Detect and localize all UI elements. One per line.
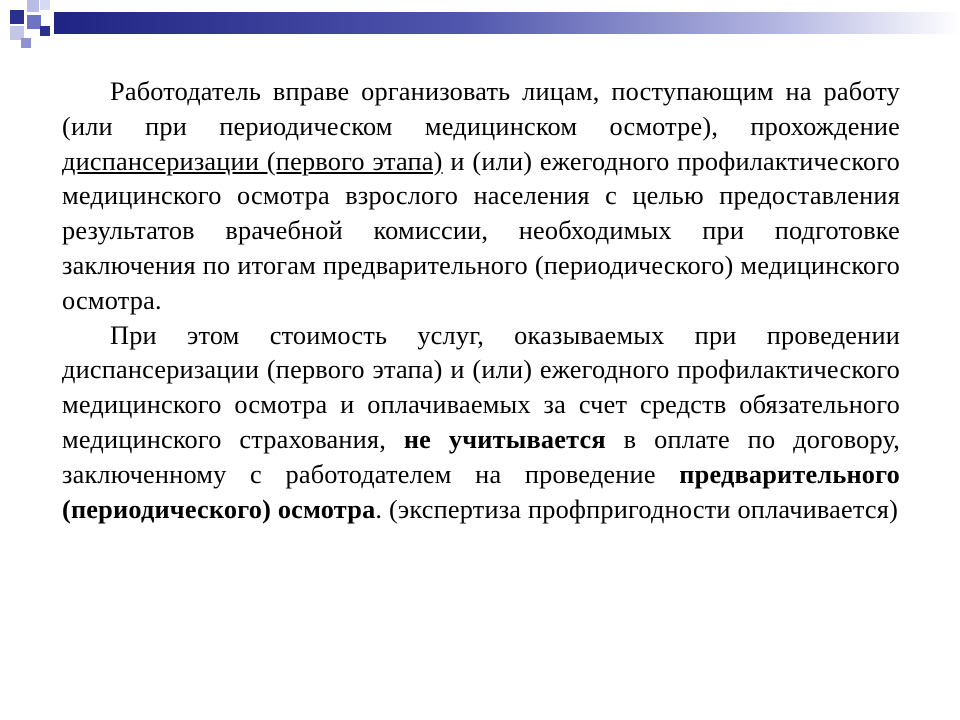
header-square xyxy=(27,0,39,12)
paragraph-cost-note xyxy=(62,319,900,528)
underlined-term: диспансеризации (первого этапа) xyxy=(62,146,443,176)
paragraph-text: . (экспертиза профпригодности оплачивается) xyxy=(375,494,899,524)
header-square xyxy=(40,26,50,36)
header-square xyxy=(10,10,24,24)
header-gradient-bar xyxy=(54,12,960,34)
bold-phrase: не учитывается xyxy=(403,424,606,454)
paragraph-text: в оплате по договору, заключенному с работодателем на проведение xyxy=(62,424,901,489)
paragraph-text: При этом стоимость услуг, оказываемых при проведении диспансеризации (первого этапа) и (или) ежегодного профилактического медицинского осмотра и оплачиваемых за счет средств обязательного медицинского страхования, xyxy=(62,320,900,454)
header-square xyxy=(40,0,50,10)
header-square xyxy=(21,38,31,48)
paragraph-employer-right xyxy=(62,75,900,319)
bold-phrase: предварительного (периодического) осмотра xyxy=(62,459,900,524)
slide-body xyxy=(62,75,900,527)
paragraph-text: Работодатель вправе организовать лицам, поступающим на работу (или при периодическом медицинском осмотре), прохождение xyxy=(62,77,900,141)
paragraph-text: и (или) ежегодного профилактического медицинского осмотра взрослого населения с целью предоставления результатов врачебной комиссии, необходимых при подготовке заключения по итогам предварительного (периодического) медицинского осмотра. xyxy=(62,146,900,315)
header-square xyxy=(27,15,41,29)
